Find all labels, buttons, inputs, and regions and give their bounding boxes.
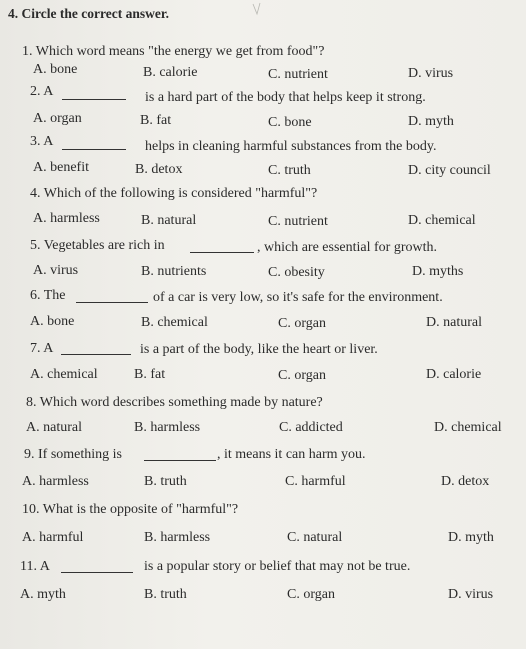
q3-option-b[interactable]: B. detox [135, 162, 183, 177]
question-2-blank [62, 87, 126, 100]
question-3-stem-start: 3. A [30, 134, 54, 149]
q5-option-d[interactable]: D. myths [412, 264, 464, 279]
question-9-blank [144, 448, 216, 461]
q4-option-c[interactable]: C. nutrient [268, 214, 328, 229]
question-2-stem-start: 2. A [30, 84, 54, 99]
question-6-blank [76, 290, 148, 303]
question-11-stem-start: 11. A [20, 559, 50, 574]
q1-option-d[interactable]: D. virus [408, 66, 454, 81]
q7-option-b[interactable]: B. fat [134, 367, 166, 382]
question-11-stem-end: is a popular story or belief that may not be true. [144, 559, 411, 574]
pencil-mark [251, 2, 261, 16]
q6-option-c[interactable]: C. organ [278, 316, 326, 331]
q1-option-a[interactable]: A. bone [33, 62, 78, 77]
exercise-heading: 4. Circle the correct answer. [8, 6, 169, 21]
q8-option-b[interactable]: B. harmless [134, 420, 201, 435]
question-7-blank [61, 342, 131, 355]
q4-option-a[interactable]: A. harmless [33, 211, 100, 226]
q10-option-b[interactable]: B. harmless [144, 530, 211, 545]
question-7-stem-start: 7. A [30, 341, 54, 356]
q9-option-c[interactable]: C. harmful [285, 474, 346, 489]
question-5-blank [190, 240, 254, 253]
question-3-blank [62, 137, 126, 150]
q9-option-b[interactable]: B. truth [144, 474, 187, 489]
q3-option-c[interactable]: C. truth [268, 163, 311, 178]
question-11-blank [61, 560, 133, 573]
question-9-stem-start: 9. If something is [24, 447, 122, 462]
q3-option-d[interactable]: D. city council [408, 163, 491, 178]
q11-option-b[interactable]: B. truth [144, 587, 187, 602]
q6-option-d[interactable]: D. natural [426, 315, 482, 330]
question-10-stem: 10. What is the opposite of "harmful"? [22, 502, 239, 517]
question-5-stem-start: 5. Vegetables are rich in [30, 238, 165, 253]
q2-option-c[interactable]: C. bone [268, 115, 312, 130]
q10-option-d[interactable]: D. myth [448, 530, 494, 545]
q8-option-a[interactable]: A. natural [26, 420, 82, 435]
q6-option-b[interactable]: B. chemical [141, 315, 208, 330]
question-1-stem: 1. Which word means "the energy we get from food"? [22, 44, 325, 59]
q3-option-a[interactable]: A. benefit [33, 160, 89, 175]
q11-option-c[interactable]: C. organ [287, 587, 335, 602]
question-5-stem-end: , which are essential for growth. [257, 240, 437, 255]
question-7-stem-end: is a part of the body, like the heart or liver. [140, 342, 378, 357]
question-9-stem-end: , it means it can harm you. [217, 447, 366, 462]
question-3-stem-end: helps in cleaning harmful substances from the body. [145, 139, 437, 154]
q1-option-c[interactable]: C. nutrient [268, 67, 328, 82]
q6-option-a[interactable]: A. bone [30, 314, 75, 329]
question-2-stem-end: is a hard part of the body that helps keep it strong. [145, 90, 426, 105]
q11-option-a[interactable]: A. myth [20, 587, 66, 602]
q9-option-a[interactable]: A. harmless [22, 474, 89, 489]
question-6-stem-end: of a car is very low, so it's safe for the environment. [153, 290, 443, 305]
q2-option-b[interactable]: B. fat [140, 113, 172, 128]
q8-option-d[interactable]: D. chemical [434, 420, 502, 435]
q8-option-c[interactable]: C. addicted [279, 420, 343, 435]
q5-option-a[interactable]: A. virus [33, 263, 79, 278]
q7-option-c[interactable]: C. organ [278, 368, 326, 383]
question-6-stem-start: 6. The [30, 288, 66, 303]
q9-option-d[interactable]: D. detox [441, 474, 490, 489]
q1-option-b[interactable]: B. calorie [143, 65, 198, 80]
q7-option-d[interactable]: D. calorie [426, 367, 482, 382]
q2-option-a[interactable]: A. organ [33, 111, 82, 126]
q7-option-a[interactable]: A. chemical [30, 367, 98, 382]
q2-option-d[interactable]: D. myth [408, 114, 454, 129]
q10-option-a[interactable]: A. harmful [22, 530, 84, 545]
q4-option-b[interactable]: B. natural [141, 213, 197, 228]
question-8-stem: 8. Which word describes something made by nature? [26, 395, 323, 410]
q10-option-c[interactable]: C. natural [287, 530, 343, 545]
q11-option-d[interactable]: D. virus [448, 587, 494, 602]
q4-option-d[interactable]: D. chemical [408, 213, 476, 228]
q5-option-b[interactable]: B. nutrients [141, 264, 207, 279]
question-4-stem: 4. Which of the following is considered "harmful"? [30, 186, 318, 201]
q5-option-c[interactable]: C. obesity [268, 265, 325, 280]
